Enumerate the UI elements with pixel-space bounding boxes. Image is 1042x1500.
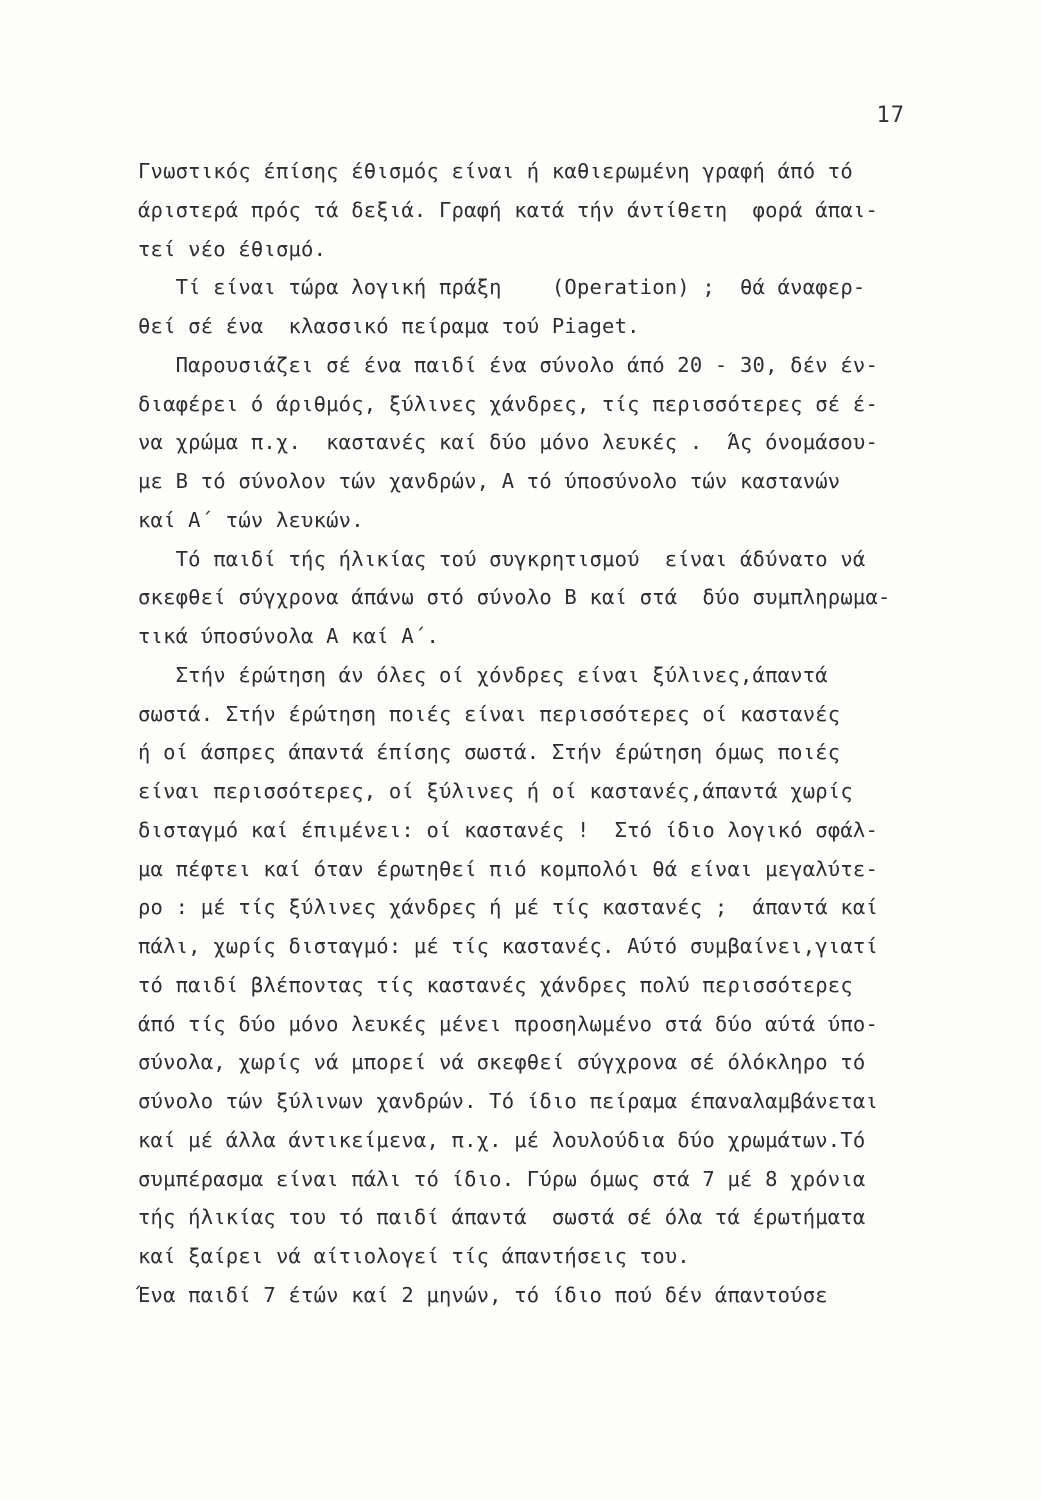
text-line: διαφέρει ό άριθμός, ξύλινες χάνδρες, τίς περισσότερες σέ έ- (138, 391, 878, 416)
text-line: σκεφθεί σύγχρονα άπάνω στό σύνολο Β καί στά δύο συμπληρωμα- (138, 585, 891, 610)
page-number: 17 (876, 103, 905, 128)
text-line: με Β τό σύνολον τών χανδρών, Α τό ύποσύνολο τών καστανών (138, 469, 841, 493)
text-line: σύνολα, χωρίς νά μπορεί νά σκεφθεί σύγχρονα σέ όλόκληρο τό (138, 1050, 866, 1075)
text-line: καί ξαίρει νά αίτιολογεί τίς άπαντήσεις του. (138, 1244, 690, 1268)
text-line: να χρώμα π.χ. καστανές καί δύο μόνο λευκές . Άς όνομάσου- (138, 430, 878, 455)
text-line: Γνωστικός έπίσης έθισμός είναι ή καθιερωμένη γραφή άπό τό (138, 159, 853, 183)
text-line: Παρουσιάζει σέ ένα παιδί ένα σύνολο άπό 20 - 30, δέν έν- (138, 352, 878, 377)
text-line: Στήν έρώτηση άν όλες οί χόνδρες είναι ξύλινες,άπαντά (138, 662, 828, 687)
text-line: πάλι, χωρίς δισταγμό: μέ τίς καστανές. Αύτό συμβαίνει,γιατί (138, 934, 878, 958)
text-line: Τό παιδί τής ήλικίας τού συγκρητισμού είναι άδύνατο νά (138, 546, 866, 571)
text-line: σωστά. Στήν έρώτηση ποιές είναι περισσότερες οί καστανές (138, 701, 841, 726)
text-line: δισταγμό καί έπιμένει: οί καστανές ! Στό ίδιο λογικό σφάλ- (138, 817, 878, 842)
body-text (138, 152, 938, 1315)
text-line: τικά ύποσύνολα Α καί Α΄. (138, 624, 440, 648)
text-line: καί Α΄ τών λευκών. (138, 507, 364, 532)
text-line: ρο : μέ τίς ξύλινες χάνδρες ή μέ τίς καστανές ; άπαντά καί (138, 895, 878, 920)
text-line: καί μέ άλλα άντικείμενα, π.χ. μέ λουλούδια δύο χρωμάτων.Τό (138, 1127, 866, 1152)
text-line: Τί είναι τώρα λογική πράξη (Operation) ; θά άναφερ- (138, 275, 866, 300)
text-line: τό παιδί βλέποντας τίς καστανές χάνδρες πολύ περισσότερες (138, 972, 853, 997)
text-line: τεί νέο έθισμό. (138, 236, 327, 261)
text-line: συμπέρασμα είναι πάλι τό ίδιο. Γύρω όμως στά 7 μέ 8 χρόνια (138, 1166, 866, 1191)
text-line: είναι περισσότερες, οί ξύλινες ή οί καστανές,άπαντά χωρίς (138, 779, 853, 803)
text-line: θεί σέ ένα κλασσικό πείραμα τού Piaget. (138, 314, 640, 338)
text-line: ή οί άσπρες άπαντά έπίσης σωστά. Στήν έρώτηση όμως ποιές (138, 740, 841, 765)
text-line: μα πέφτει καί όταν έρωτηθεί πιό κομπολόι θά είναι μεγαλύτε- (138, 856, 878, 881)
text-line: άπό τίς δύο μόνο λευκές μένει προσηλωμένο στά δύο αύτά ύπο- (138, 1011, 878, 1036)
text-line: άριστερά πρός τά δεξιά. Γραφή κατά τήν άντίθετη φορά άπαι- (138, 197, 878, 222)
text-line: τής ήλικίας του τό παιδί άπαντά σωστά σέ όλα τά έρωτήματα (138, 1205, 866, 1230)
text-line: σύνολο τών ξύλινων χανδρών. Τό ίδιο πείραμα έπαναλαμβάνεται (138, 1089, 878, 1113)
text-line: Ένα παιδί 7 έτών καί 2 μηνών, τό ίδιο πού δέν άπαντούσε (138, 1282, 828, 1307)
